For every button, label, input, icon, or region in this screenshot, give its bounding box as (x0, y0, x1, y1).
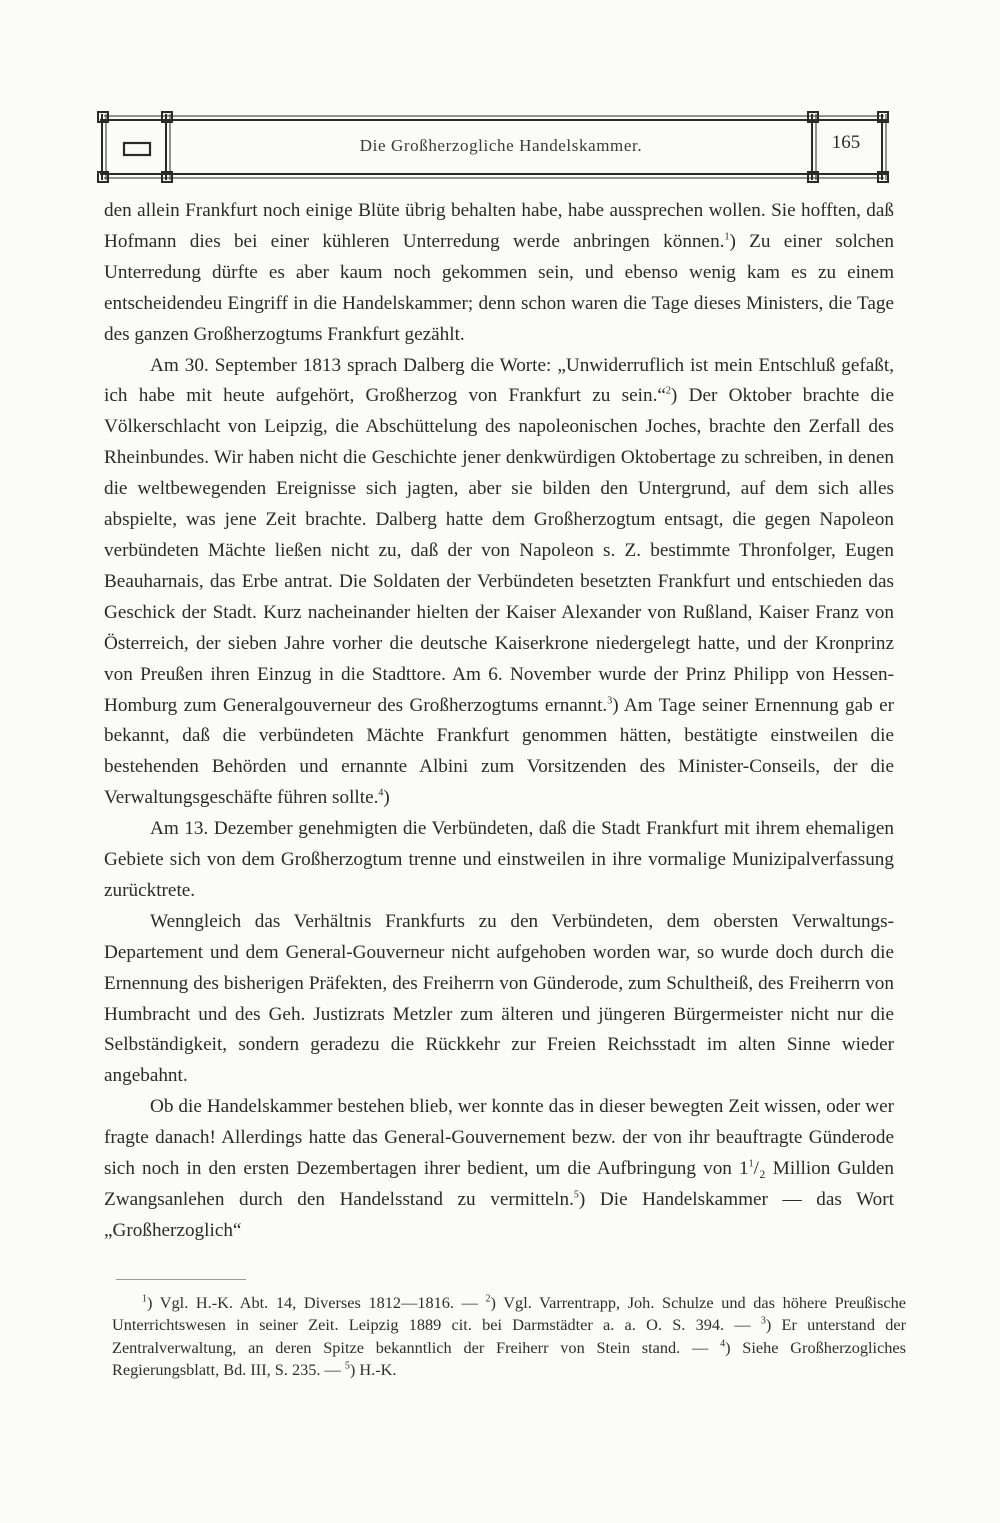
body-paragraph (104, 196, 894, 351)
body-text-run: Am 13. Dezember genehmigten die Verbündeten, daß die Stadt Frankfurt mit ihrem ehemaligen Gebiete sich von dem Großherzogtum trenne und einstweilen in ihre vormalige Munizipalverfassung zurücktrete. (104, 818, 894, 901)
body-text-run: Ob die Handelskammer bestehen blieb, wer konnte das in dieser bewegten Zeit wissen, oder wer fragte danach! Allerdings hatte das General-Gouvernement bezw. der von ihr beauftragte Günderode sich noch in den ersten Dezembertagen ihrer bedient, um die Aufbringung von 1 (104, 1096, 894, 1180)
body-text-run: Am 30. September 1813 sprach Dalberg die Worte: „Unwiderruflich ist mein Entschluß gefaßt, ich habe mit heute aufgehört, Großherzog von Frankfurt zu sein.“ (104, 354, 894, 407)
footnote-marker: 1 (142, 1293, 147, 1305)
running-header (96, 110, 892, 184)
body-text-run: ) Die Handelskammer — das Wort „Großherzoglich“ (104, 1189, 894, 1241)
body-text-run: ) Zu einer solchen Unterredung dürfte es aber kaum noch gekommen sein, und ebenso wenig kam es zu einem entscheidendeu Eingriff in die Handelskammer; denn schon waren die Tage dieses Ministers, die Tage des ganzen Großherzogtums Frankfurt gezählt. (104, 230, 895, 345)
footnote-text-run: ) Vgl. H.-K. Abt. 14, Diverses 1812—1816. — (147, 1293, 486, 1312)
footnote-marker: 4 (378, 787, 384, 799)
footnote-text-run: ) Siehe Großherzogliches Regierungsblatt, Bd. III, S. 235. — (112, 1337, 906, 1380)
footnote-text-run: ) H.-K. (349, 1360, 397, 1380)
footnote-marker: 3 (760, 1315, 766, 1327)
footnote-marker: 4 (720, 1338, 726, 1350)
body-text (104, 196, 894, 1247)
footnote-marker: 1 (724, 231, 730, 243)
body-paragraph (104, 814, 894, 907)
footnote-marker: 5 (344, 1360, 350, 1372)
page-number: 165 (831, 132, 861, 153)
footnote-divider (116, 1279, 246, 1280)
running-head-title: Die Großherzogliche Handelskammer. (359, 136, 643, 155)
body-paragraph (104, 907, 894, 1092)
body-text-run: den allein Frankfurt noch einige Blüte übrig behalten habe, habe aussprechen wollen. Sie hofften, daß Hofmann dies bei einer kühleren Unterredung werde anbringen können. (104, 200, 894, 252)
body-text-run: ) (383, 787, 390, 809)
footnote-marker: 3 (607, 695, 613, 707)
body-paragraph (104, 1092, 894, 1247)
body-text-run: Wenngleich das Verhältnis Frankfurts zu den Verbündeten, dem obersten Verwaltungs-Departement und dem General-Gouverneur nicht aufgehoben worden war, so wurde doch durch die Ernennung des bisherigen Präfekten, des Freiherrn von Günderode, zum Schultheiß, des Freiherrn von Humbracht und des Geh. Justizrats Metzler zum älteren und jüngeren Bürgermeister nicht nur die Selbständigkeit, sondern geradezu die Rückkehr zur Freien Reichsstadt im alten Sinne wieder angebahnt. (104, 910, 894, 1087)
footnote-marker: 1 (748, 1158, 754, 1170)
body-text-run: ) Der Oktober brachte die Völkerschlacht von Leipzig, die Abschüttelung des napoleonischen Joches, brachte den Zerfall des Rheinbundes. Wir haben nicht die Geschichte jener denkwürdigen Oktobertage zu schreiben, in denen die weltbewegenden Ereignisse sich jagten, aber sie bilden den Untergrund, auf dem sich alles abspielte, was jene Zeit brachte. Dalberg hatte dem Großherzogtum entsagt, die gegen Napoleon verbündeten Mächte ließen nicht zu, daß der von Napoleon s. Z. bestimmte Thronfolger, Eugen Beauharnais, das Erbe antrat. Die Soldaten der Verbündeten besetzten Frankfurt und entschieden das Geschick der Stadt. Kurz nacheinander hielten der Kaiser Alexander von Rußland, Kaiser Franz von Österreich, der sieben Jahre vorher die deutsche Kaiserkrone niedergelegt hatte, und der Kronprinz von Preußen ihren Einzug in die Stadttore. Am 6. November wurde der Prinz Philipp von Hessen-Homburg zum Generalgouverneur des Großherzogtums ernannt. (104, 385, 894, 716)
body-text-run: /₂ Million Gulden Zwangsanlehen durch den Handelsstand zu vermitteln. (104, 1158, 895, 1210)
footnote-paragraph (112, 1292, 906, 1382)
footnote-marker: 5 (573, 1189, 579, 1201)
body-paragraph (104, 351, 894, 815)
body-text-run: ) Am Tage seiner Ernennung gab er bekannt, daß die verbündeten Mächte Frankfurt genommen hätten, bestätigte einstweilen die bestehenden Behörden und ernannte Albini zum Vorsitzenden des Minister-Conseils, der die Verwaltungsgeschäfte führen sollte. (104, 694, 894, 809)
footnote-text-run: ) Er unterstand der Zentralverwaltung, an deren Spitze bekanntlich der Freiherr von Stein stand. — (112, 1315, 906, 1357)
footnote-marker: 2 (485, 1293, 491, 1305)
footnote-marker: 2 (665, 386, 671, 398)
footnote-text-run: ) Vgl. Varrentrapp, Joh. Schulze und das höhere Preußische Unterrichtswesen in seiner Zeit. Leipzig 1889 cit. bei Darmstädter a. a. O. S. 394. — (112, 1293, 907, 1335)
footnotes (112, 1292, 906, 1382)
